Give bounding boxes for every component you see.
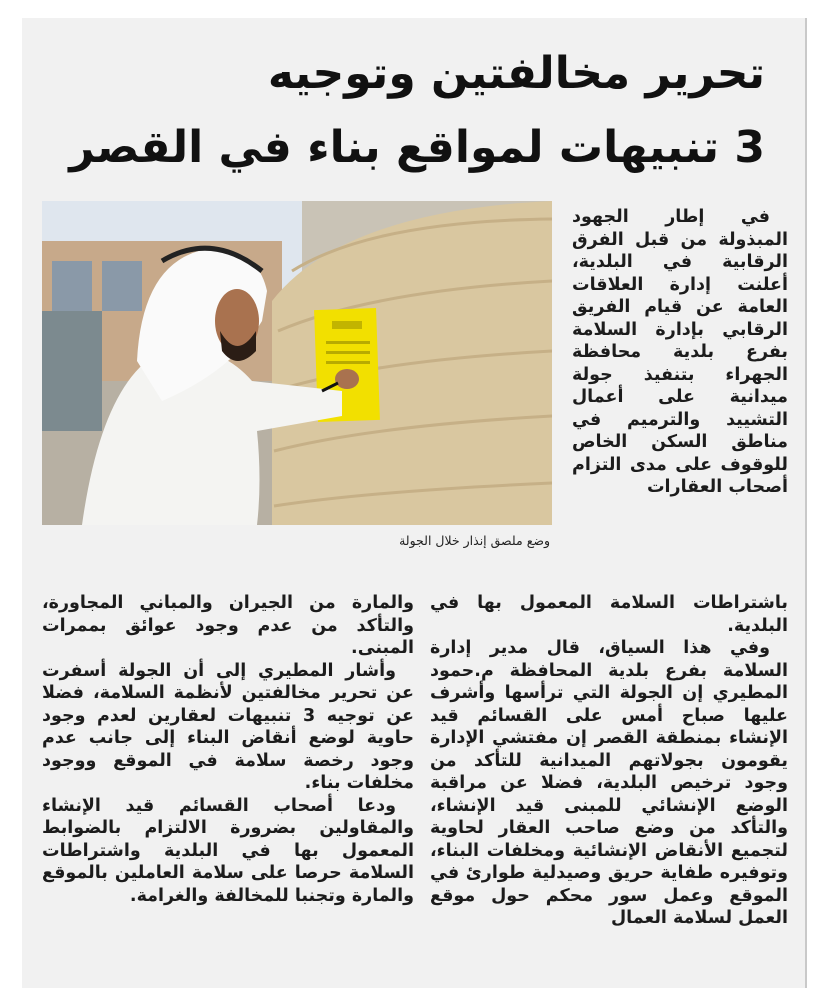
photo-caption: وضع ملصق إنذار خلال الجولة [399, 533, 550, 548]
inspector-photo-illustration [42, 201, 552, 525]
paragraph-continuation: والمارة من الجيران والمباني المجاورة، والتأكد من عدم وجود عوائق بممرات المبنى. [42, 593, 414, 658]
article-column-left [42, 592, 414, 907]
headline-line-1: تحرير مخالفتين وتوجيه [267, 48, 765, 99]
paragraph-violations: وأشار المطيري إلى أن الجولة أسفرت عن تحرير مخالفتين لأنظمة السلامة، فضلا عن توجيه 3 تنبيهات لعقارين لعدم وجود حاوية لوضع أنقاض البناء إلى جانب عدم وجود رخصة سلامة في الموقع ووجود مخلفات بناء. [42, 660, 414, 793]
article-column-right-top [572, 206, 788, 499]
article-column-right-bottom [430, 592, 788, 930]
paragraph-director-statement: وفي هذا السياق، قال مدير إدارة السلامة بفرع بلدية المحافظة م.حمود المطيري إن الجولة التي ترأسها وأشرف عليها صباح أمس على القسائم قيد الإنشاء بمنطقة القصر إن مفتشي الإدارة يقومون بجولاتهم الميدانية للتأكد من وجود ترخيص البلدية، فضلا عن مراقبة الوضع الإنشائي للمبنى قيد الإنشاء، والتأكد من وضع صاحب العقار لحاوية لتجميع الأنقاض الإنشائية ومخلفات البناء، وتوفيره طفاية حريق وصيدلية طوارئ في الموقع وعمل سور محكم حول موقع العمل لسلامة العمال [430, 638, 788, 928]
article-photo [42, 201, 552, 525]
paragraph-intro: في إطار الجهود المبذولة من قبل الفرق الرقابية في البلدية، أعلنت إدارة العلاقات العامة عن قيام الفريق الرقابي بإدارة السلامة بفرع بلدية محافظة الجهراء بتنفيذ جولة ميدانية على أعمال التشييد والترميم في مناطق السكن الخاص للوقوف على مدى التزام أصحاب العقارات [572, 207, 788, 497]
paragraph-intro-end: باشتراطات السلامة المعمول بها في البلدية. [430, 593, 788, 636]
headline-line-2: 3 تنبيهات لمواقع بناء في القصر [69, 122, 765, 173]
paragraph-call-to-owners: ودعا أصحاب القسائم قيد الإنشاء والمقاولين بضرورة الالتزام بالضوابط المعمول بها في البلدية واشتراطات السلامة حرصا على سلامة العاملين بالموقع والمارة وتجنبا للمخالفة والغرامة. [42, 795, 414, 906]
